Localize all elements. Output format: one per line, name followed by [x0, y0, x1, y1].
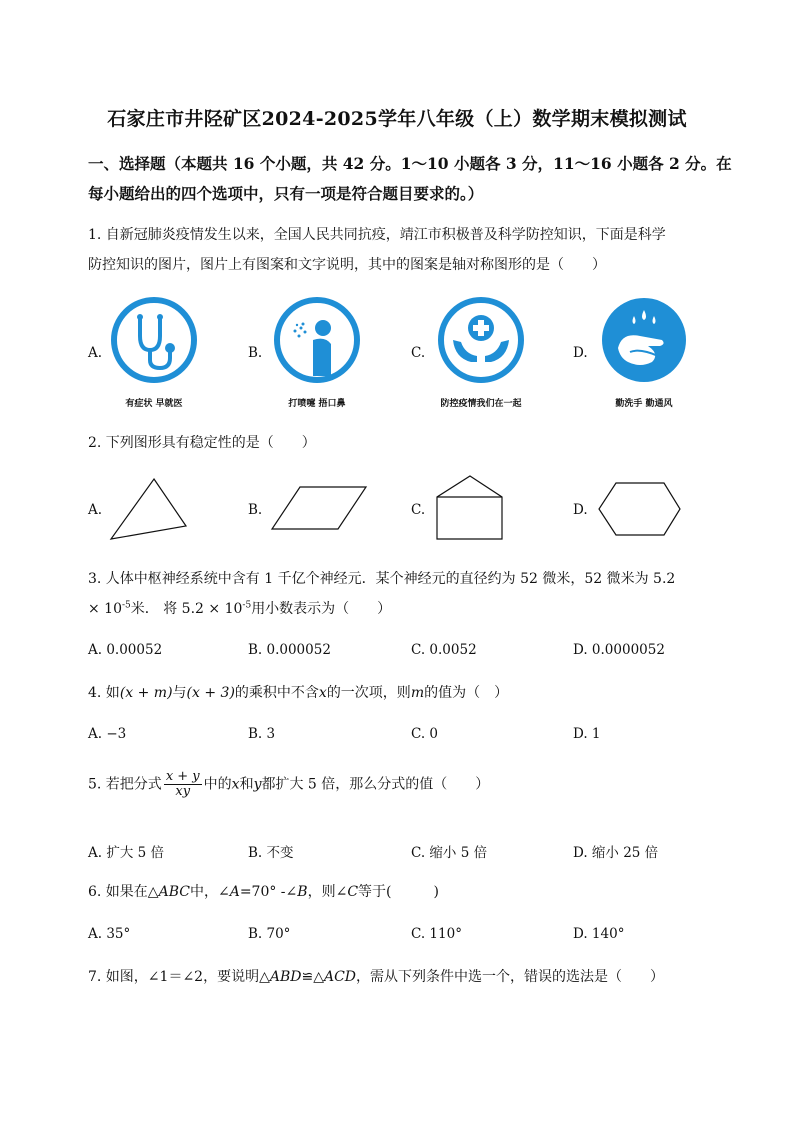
q4-variable-m: m — [410, 685, 425, 701]
q5-stem — [88, 770, 489, 799]
q5-fraction — [164, 770, 202, 799]
q4-option-c: C. 0 — [411, 726, 439, 742]
q3-stem-line2 — [88, 598, 391, 618]
q4-text-part: 的值为（ ） — [424, 685, 509, 701]
q3-text-part: 米． 将 5.2 × 10 — [130, 601, 243, 617]
q3-option-b: B. 0.000052 — [248, 642, 331, 658]
q7-stem — [88, 966, 664, 986]
q4-option-b: B. 3 — [248, 726, 276, 742]
q5-option-b: B. 不变 — [248, 845, 294, 861]
q6-text-part: ，则∠ — [307, 884, 348, 900]
q1-option-a-caption: 有症状 早就医 — [125, 399, 183, 409]
q6-option-c: C. 110° — [411, 926, 462, 942]
q5-text-part: 中的 — [203, 776, 232, 793]
q3-text-part: × 10 — [88, 601, 122, 617]
q4-expression-2: (x + 3) — [186, 685, 235, 701]
q1-option-d-caption: 勤洗手 勤通风 — [615, 399, 673, 409]
q4-text-part: 与 — [172, 685, 187, 701]
q1-option-c-caption: 防控疫情我们在一起 — [440, 399, 522, 409]
q5-variable-x: x — [231, 776, 240, 793]
q3-option-a: A. 0.00052 — [88, 642, 163, 658]
q3-exponent: -5 — [242, 600, 252, 611]
q1-option-b-caption: 打喷嚏 捂口鼻 — [288, 399, 346, 409]
q6-text-part: 等于( ) — [358, 884, 439, 900]
q1-option-b-letter: B. — [248, 345, 263, 361]
q5-variable-y: y — [253, 776, 262, 793]
q6-angle-a: A — [229, 884, 240, 900]
q4-stem — [88, 682, 508, 702]
q5-option-c: C. 缩小 5 倍 — [411, 845, 488, 861]
q7-triangle-1: ABD — [269, 969, 302, 985]
q7-text-part: ，需从下列条件中选一个，错误的选法是（ ） — [356, 969, 665, 985]
q5-option-a: A. 扩大 5 倍 — [88, 845, 165, 861]
q6-option-b: B. 70° — [248, 926, 291, 942]
medical-cross-hands-icon — [437, 296, 525, 384]
q4-option-a: A. −3 — [88, 726, 127, 742]
q3-option-d: D. 0.0000052 — [573, 642, 665, 658]
q4-variable-x: x — [318, 685, 327, 701]
q5-text-part: 5. 若把分式 — [88, 776, 162, 793]
q5-option-d: D. 缩小 25 倍 — [573, 845, 659, 861]
q4-text-part: 的一次项，则 — [326, 685, 411, 701]
q2-stem: 2. 下列图形具有稳定性的是（ ） — [88, 435, 316, 451]
q3-exponent: -5 — [122, 600, 131, 611]
stethoscope-icon — [110, 296, 198, 384]
page-title: 石家庄市井陉矿区2024-2025学年八年级（上）数学期末模拟测试 — [107, 108, 687, 130]
q4-text-part: 4. 如 — [88, 685, 120, 701]
q3-option-c: C. 0.0052 — [411, 642, 477, 658]
q6-option-a: A. 35° — [88, 926, 131, 942]
q1-option-c-letter: C. — [411, 345, 426, 361]
q4-expression-1: (x + m) — [119, 685, 173, 701]
q6-angle-b: B — [297, 884, 308, 900]
q6-triangle-name: ABC — [158, 884, 190, 900]
q6-stem — [88, 881, 439, 901]
q2-option-d-letter: D. — [573, 502, 588, 518]
q1-option-a-letter: A. — [88, 345, 103, 361]
q2-option-b-letter: B. — [248, 502, 263, 518]
q5-fraction-numerator: x + y — [165, 769, 200, 784]
q4-text-part: 的乘积中不含 — [234, 685, 319, 701]
q1-stem-line2: 防控知识的图片，图片上有图案和文字说明，其中的图案是轴对称图形的是（ ） — [88, 257, 606, 273]
house-pentagon-shape — [434, 473, 506, 543]
q6-text-part: 中，∠ — [189, 884, 230, 900]
q7-triangle-2: ACD — [323, 969, 357, 985]
q2-option-a-letter: A. — [88, 502, 103, 518]
q5-text-part: 和 — [239, 776, 254, 793]
q4-option-d: D. 1 — [573, 726, 601, 742]
q2-option-c-letter: C. — [411, 502, 426, 518]
q5-fraction-denominator: xy — [175, 784, 191, 799]
q3-text-part: 用小数表示为（ ） — [251, 601, 392, 617]
q6-text-part: 6. 如果在△ — [88, 884, 159, 900]
handwash-icon — [600, 296, 688, 384]
q3-stem-line1: 3. 人体中枢神经系统中含有 1 千亿个神经元．某个神经元的直径约为 52 微米，52 微米为 5.2 — [88, 571, 676, 587]
section-heading-line2: 每小题给出的四个选项中，只有一项是符合题目要求的。） — [88, 184, 484, 203]
q5-text-part: 都扩大 5 倍，那么分式的值（ ） — [261, 776, 490, 793]
q7-text-part: ≌△ — [301, 969, 324, 985]
q6-option-d: D. 140° — [573, 926, 625, 942]
q1-option-d-letter: D. — [573, 345, 588, 361]
triangle-shape — [108, 476, 190, 542]
sneeze-icon — [273, 296, 361, 384]
parallelogram-shape — [270, 484, 370, 532]
q6-text-part: =70° -∠ — [239, 884, 298, 900]
q1-stem-line1: 1. 自新冠肺炎疫情发生以来，全国人民共同抗疫，靖江市积极普及科学防控知识，下面是科学 — [88, 227, 666, 243]
q7-text-part: 7. 如图，∠1＝∠2，要说明△ — [88, 969, 270, 985]
q6-angle-c: C — [347, 884, 359, 900]
section-heading-line1: 一、选择题（本题共 16 个小题，共 42 分。1～10 小题各 3 分，11～16 小题各 2 分。在 — [88, 154, 732, 173]
hexagon-shape — [596, 480, 684, 538]
